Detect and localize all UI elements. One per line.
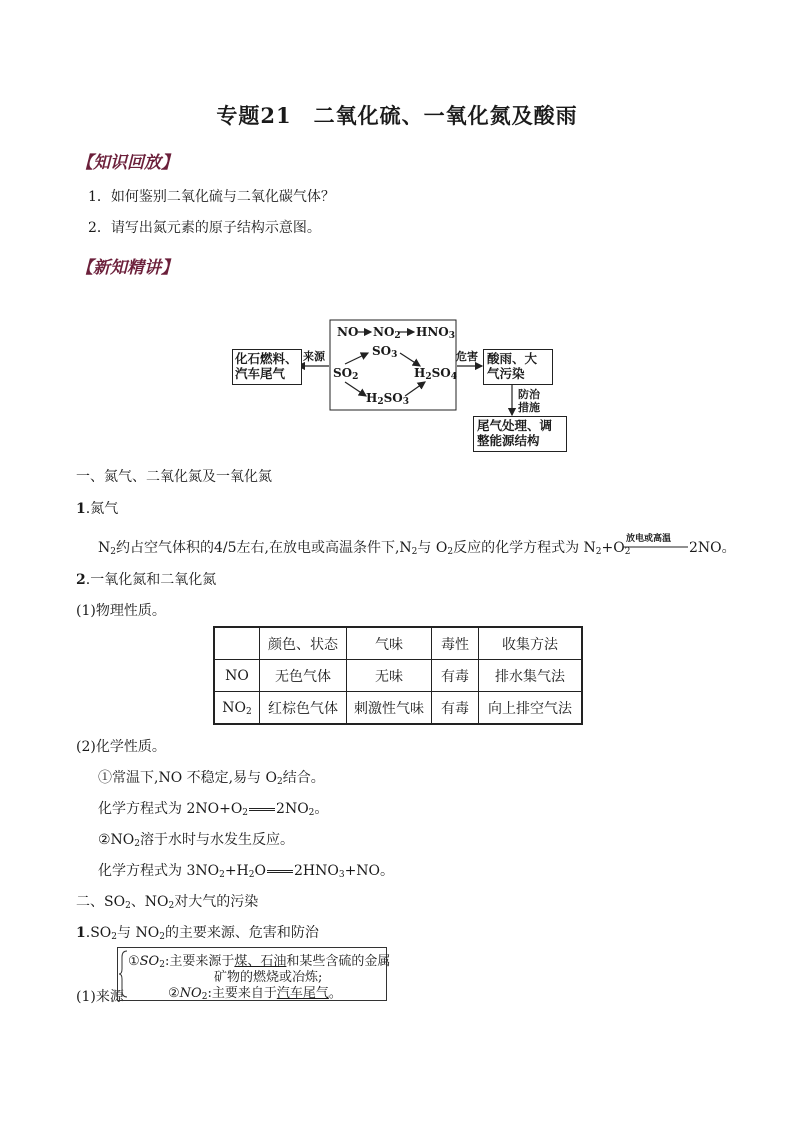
table-cell: 向上排空气法 — [479, 692, 583, 725]
source-label: (1)来源 — [76, 989, 124, 1005]
harm-line-2: 气污染 — [487, 366, 525, 381]
chem-no2: $NO_2$ — [373, 325, 401, 341]
table-cell: 红棕色气体 — [260, 692, 347, 725]
table-cell: 排水集气法 — [479, 660, 583, 692]
prevent-line-2: 整能源结构 — [477, 433, 540, 448]
table-cell: 有毒 — [432, 660, 479, 692]
chem-no: NO — [337, 325, 359, 339]
table-header-cell — [214, 627, 260, 660]
n2-heading: 1.氮气 — [76, 501, 119, 517]
chem-so3: $SO_3$ — [372, 344, 398, 360]
source-so2-line-2: 矿物的燃烧或冶炼; — [214, 970, 323, 985]
diagram-prevention-box — [473, 416, 567, 452]
chem-equation-1: 化学方程式为 $2NO+O_2$ $2NO_2$。 — [98, 801, 329, 818]
harm-line-1: 酸雨、大 — [487, 351, 538, 366]
chem-h2so4: $H_2SO_4$ — [414, 366, 457, 382]
reaction-arrow-line — [624, 544, 688, 550]
part2-subheading: $1.SO_2$与 $NO_2$的主要来源、危害和防治 — [76, 925, 319, 942]
chem-equation-2: 化学方程式为 $3NO_2+H_2O$ $2HNO_3+NO$。 — [98, 863, 395, 880]
prevent-line-1: 尾气处理、调 — [477, 418, 553, 433]
page-title: 专题21 二氧化硫、一氧化氮及酸雨 — [216, 103, 578, 128]
chem-property-1: ①常温下,NO 不稳定,易与 $O_2$结合。 — [98, 770, 325, 787]
diagram-harm-label: 危害 — [456, 350, 478, 363]
physical-properties-label: (1)物理性质。 — [76, 603, 166, 619]
source-line-2: 汽车尾气 — [235, 366, 286, 381]
table-header-cell: 毒性 — [432, 627, 479, 660]
part1-heading: 一、氮气、二氧化氮及一氧化氮 — [76, 469, 272, 485]
review-question-1: 1．如何鉴别二氧化硫与二氧化碳气体？ — [88, 189, 335, 205]
concept-diagram — [0, 0, 794, 460]
table-header-cell: 颜色、状态 — [260, 627, 347, 660]
table-cell: 有毒 — [432, 692, 479, 725]
chem-h2so3: $H_2SO_3$ — [366, 391, 409, 407]
source-bracket-box — [117, 947, 391, 1002]
chemical-properties-label: (2)化学性质。 — [76, 739, 166, 755]
table-header-cell: 收集方法 — [479, 627, 583, 660]
table-cell: $NO_2$ — [214, 692, 260, 725]
chem-hno3: $HNO_3$ — [416, 325, 456, 341]
diagram-prevent-label: 防治 措施 — [518, 388, 540, 414]
section-review-heading: 【知识回放】 — [76, 153, 178, 173]
diagram-source-label: 来源 — [303, 350, 325, 363]
source-no2-line: $②NO_2$:主要来自于汽车尾气。 — [168, 986, 342, 1002]
diagram-source-box — [232, 349, 302, 385]
part2-heading: 二、$SO_2$、$NO_2$对大气的污染 — [76, 894, 259, 911]
no-heading: 2.一氧化氮和二氧化氮 — [76, 572, 217, 588]
table-row — [214, 692, 582, 725]
section-new-heading: 【新知精讲】 — [76, 258, 178, 278]
table-cell: 无味 — [347, 660, 432, 692]
diagram-harm-box — [483, 349, 553, 385]
table-header-row — [214, 627, 582, 660]
properties-table — [213, 626, 583, 725]
table-row — [214, 660, 582, 692]
table-header-cell: 气味 — [347, 627, 432, 660]
source-line-1: 化石燃料、 — [235, 351, 298, 366]
chem-so2: $SO_2$ — [333, 366, 359, 382]
table-cell: NO — [214, 660, 260, 692]
review-question-2: 2．请写出氮元素的原子结构示意图。 — [88, 220, 321, 236]
n2-paragraph: $N_2$约占空气体积的4/5左右,在放电或高温条件下$,N_2$与 $O_2$反应的化学方程式为 $N_2+O_2$ — [98, 540, 631, 557]
table-cell: 无色气体 — [260, 660, 347, 692]
reaction-condition: 放电或高温 — [626, 534, 672, 544]
n2-product: 2NO。 — [689, 540, 736, 556]
table-cell: 刺激性气味 — [347, 692, 432, 725]
source-so2-line: $①SO_2$:主要来源于煤、石油和某些含硫的金属 — [128, 954, 391, 970]
chem-property-2: $②NO_2$溶于水时与水发生反应。 — [98, 832, 295, 849]
